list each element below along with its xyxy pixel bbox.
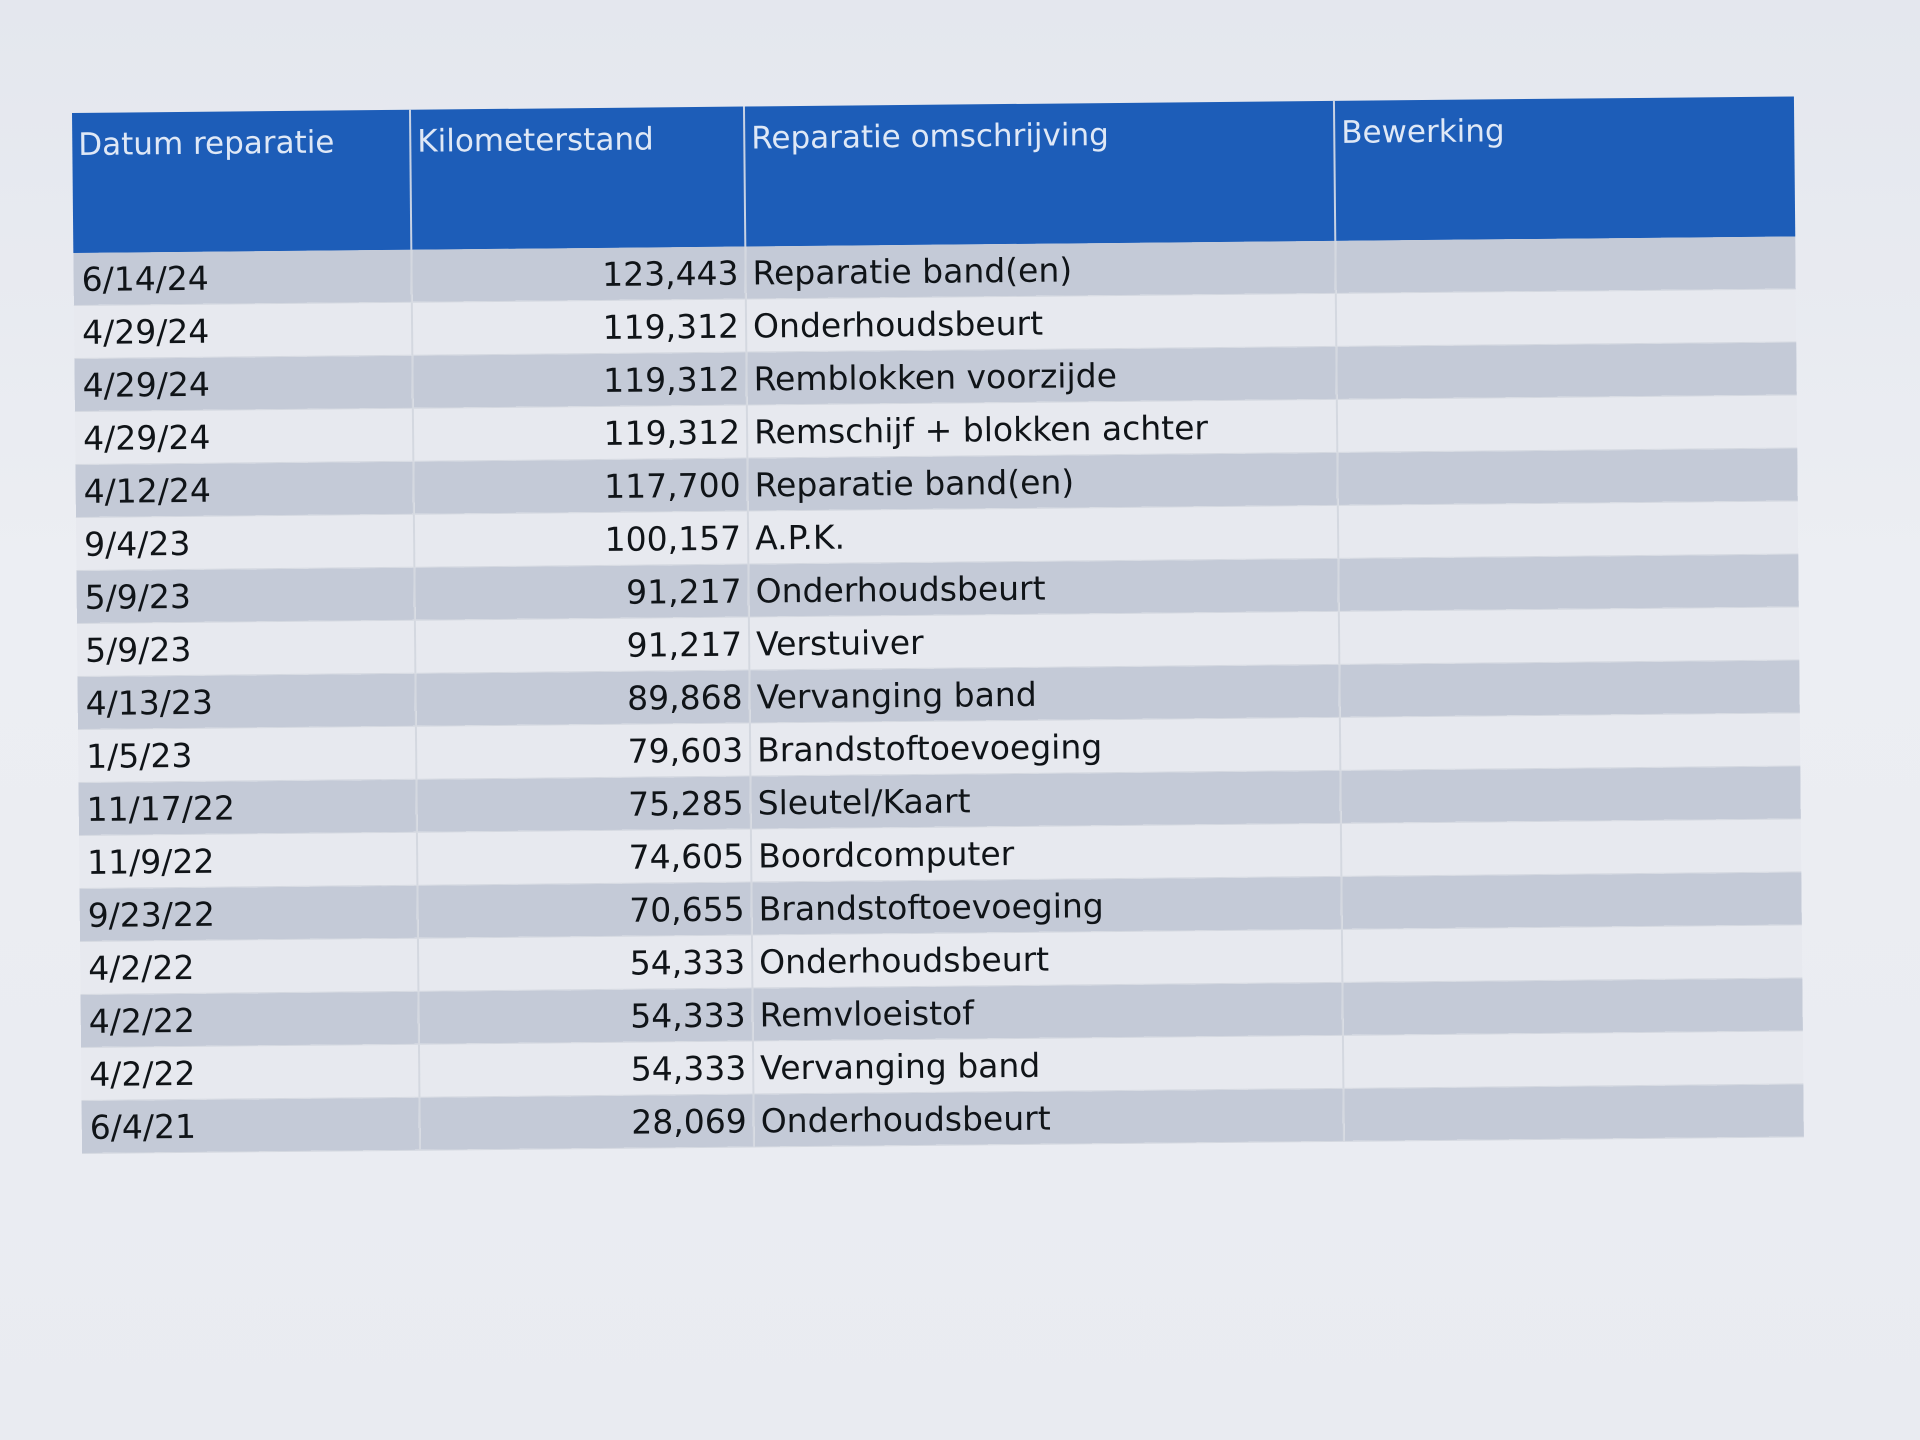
description-cell: Boordcomputer	[751, 823, 1341, 882]
table-header	[72, 96, 1795, 253]
date-cell: 4/2/22	[80, 991, 418, 1047]
description-cell: Brandstoftoevoeging	[751, 876, 1341, 935]
header-row	[72, 96, 1795, 253]
mileage-cell: 70,655	[417, 882, 751, 938]
edit-cell	[1339, 660, 1799, 717]
date-cell: 1/5/23	[78, 726, 416, 782]
description-cell: Reparatie band(en)	[747, 452, 1337, 511]
date-cell: 4/2/22	[80, 938, 418, 994]
description-cell: Sleutel/Kaart	[750, 770, 1340, 829]
description-cell: Onderhoudsbeurt	[748, 558, 1338, 617]
edit-cell	[1341, 819, 1801, 876]
date-cell: 4/29/24	[75, 408, 413, 464]
edit-cell	[1343, 1031, 1803, 1088]
edit-cell	[1337, 448, 1797, 505]
date-cell: 5/9/23	[76, 567, 414, 623]
edit-cell	[1342, 978, 1802, 1035]
description-cell: Verstuiver	[749, 611, 1339, 670]
column-header-edit: Bewerking	[1334, 96, 1795, 240]
mileage-cell: 89,868	[415, 670, 749, 726]
mileage-cell: 79,603	[416, 723, 750, 779]
mileage-cell: 54,333	[418, 935, 752, 991]
mileage-cell: 91,217	[414, 564, 748, 620]
repair-log-sheet	[72, 96, 1804, 1153]
edit-cell	[1342, 925, 1802, 982]
date-cell: 11/9/22	[79, 832, 417, 888]
date-cell: 4/2/22	[81, 1044, 419, 1100]
repair-history-table	[72, 96, 1804, 1153]
edit-cell	[1338, 501, 1798, 558]
date-cell: 6/14/24	[73, 250, 411, 306]
description-cell: Remschijf + blokken achter	[747, 399, 1337, 458]
edit-cell	[1336, 289, 1796, 346]
mileage-cell: 119,312	[413, 405, 747, 461]
description-cell: Vervanging band	[749, 664, 1339, 723]
description-cell: Reparatie band(en)	[745, 241, 1335, 299]
date-cell: 5/9/23	[77, 620, 415, 676]
description-cell: Onderhoudsbeurt	[752, 929, 1342, 988]
mileage-cell: 74,605	[417, 829, 751, 885]
mileage-cell: 119,312	[412, 352, 746, 408]
mileage-cell: 91,217	[415, 617, 749, 673]
column-header-description: Reparatie omschrijving	[744, 101, 1335, 247]
edit-cell	[1335, 236, 1795, 293]
date-cell: 4/29/24	[74, 302, 412, 358]
edit-cell	[1336, 342, 1796, 399]
description-cell: Vervanging band	[753, 1035, 1343, 1094]
mileage-cell: 28,069	[419, 1094, 753, 1150]
date-cell: 6/4/21	[81, 1097, 419, 1153]
edit-cell	[1339, 607, 1799, 664]
date-cell: 11/17/22	[78, 779, 416, 835]
description-cell: Brandstoftoevoeging	[750, 717, 1340, 776]
edit-cell	[1338, 554, 1798, 611]
mileage-cell: 75,285	[416, 776, 750, 832]
date-cell: 4/12/24	[75, 461, 413, 517]
description-cell: Onderhoudsbeurt	[746, 293, 1336, 352]
mileage-cell: 123,443	[411, 247, 745, 303]
edit-cell	[1337, 395, 1797, 452]
mileage-cell: 54,333	[418, 988, 752, 1044]
column-header-mileage: Kilometerstand	[410, 107, 745, 250]
edit-cell	[1340, 713, 1800, 770]
edit-cell	[1341, 872, 1801, 929]
description-cell: Remblokken voorzijde	[746, 346, 1336, 405]
mileage-cell: 54,333	[419, 1041, 753, 1097]
description-cell: A.P.K.	[748, 505, 1338, 564]
column-header-date: Datum reparatie	[72, 110, 411, 253]
date-cell: 4/13/23	[77, 673, 415, 729]
description-cell: Remvloeistof	[752, 982, 1342, 1041]
date-cell: 4/29/24	[74, 355, 412, 411]
edit-cell	[1340, 766, 1800, 823]
mileage-cell: 119,312	[412, 299, 746, 355]
date-cell: 9/23/22	[79, 885, 417, 941]
description-cell: Onderhoudsbeurt	[753, 1088, 1343, 1147]
mileage-cell: 117,700	[413, 458, 747, 514]
edit-cell	[1343, 1084, 1803, 1141]
table-body	[73, 236, 1804, 1153]
mileage-cell: 100,157	[414, 511, 748, 567]
date-cell: 9/4/23	[76, 514, 414, 570]
